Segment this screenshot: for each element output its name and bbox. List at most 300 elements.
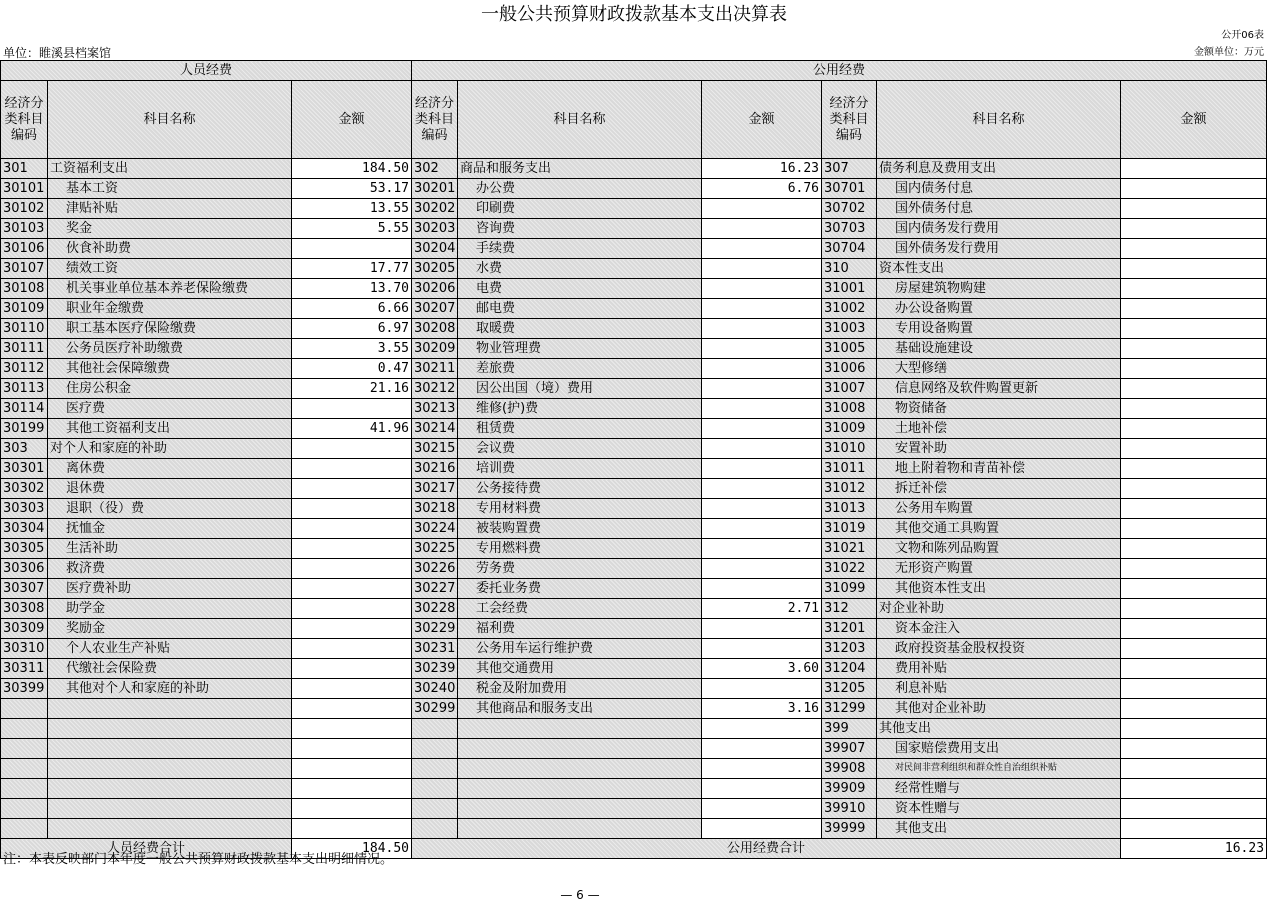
econ-code-cell: 31021: [822, 539, 877, 559]
amount-cell: [292, 799, 412, 819]
amount-cell: [292, 579, 412, 599]
item-name-cell: 医疗费: [48, 399, 292, 419]
amount-cell: [702, 519, 822, 539]
amount-cell: 6.97: [292, 319, 412, 339]
item-name-cell: 利息补贴: [877, 679, 1121, 699]
amount-cell: [292, 639, 412, 659]
footnote: 注：本表反映部门本年度一般公共预算财政拨款基本支出明细情况。: [3, 852, 394, 867]
amount-cell: 13.55: [292, 199, 412, 219]
amount-cell: [702, 539, 822, 559]
econ-code-cell: 31008: [822, 399, 877, 419]
amount-cell: [702, 619, 822, 639]
econ-code-cell: 30701: [822, 179, 877, 199]
econ-code-cell: 31019: [822, 519, 877, 539]
amount-cell: [702, 379, 822, 399]
item-name-cell: 税金及附加费用: [458, 679, 702, 699]
econ-code-cell: 31099: [822, 579, 877, 599]
amount-cell: [292, 559, 412, 579]
econ-code-cell: 30203: [412, 219, 458, 239]
table-row: [1, 579, 1267, 599]
table-row: [1, 759, 1267, 779]
section-header-row: [1, 61, 1267, 81]
item-name-cell: 经常性赠与: [877, 779, 1121, 799]
econ-code-cell: 30302: [1, 479, 48, 499]
amount-cell: 21.16: [292, 379, 412, 399]
item-name-cell: [48, 759, 292, 779]
public-section-header: 公用经费: [412, 61, 1267, 81]
econ-code-cell: 30214: [412, 419, 458, 439]
item-name-cell: 奖金: [48, 219, 292, 239]
item-name-header: 科目名称: [48, 81, 292, 159]
item-name-cell: 维修(护)费: [458, 399, 702, 419]
amount-cell: [1121, 739, 1267, 759]
amount-cell: [1121, 259, 1267, 279]
econ-code-cell: 301: [1, 159, 48, 179]
amount-cell: [1121, 719, 1267, 739]
econ-code-cell: 399: [822, 719, 877, 739]
econ-code-cell: 31003: [822, 319, 877, 339]
item-name-cell: 公务用车购置: [877, 499, 1121, 519]
item-name-cell: 费用补贴: [877, 659, 1121, 679]
item-name-cell: 助学金: [48, 599, 292, 619]
econ-code-cell: [412, 779, 458, 799]
amount-cell: [1121, 519, 1267, 539]
amount-cell: [292, 439, 412, 459]
econ-code-cell: 31011: [822, 459, 877, 479]
amount-cell: [292, 679, 412, 699]
amount-header: 金额: [1121, 81, 1267, 159]
econ-code-cell: 30227: [412, 579, 458, 599]
page-number: — 6 —: [560, 888, 600, 902]
table-row: [1, 439, 1267, 459]
amount-cell: [1121, 179, 1267, 199]
item-name-cell: 印刷费: [458, 199, 702, 219]
econ-code-cell: 30215: [412, 439, 458, 459]
item-name-cell: 拆迁补偿: [877, 479, 1121, 499]
econ-code-cell: 30301: [1, 459, 48, 479]
amount-cell: [1121, 319, 1267, 339]
amount-cell: 16.23: [702, 159, 822, 179]
amount-cell: [702, 679, 822, 699]
econ-code-cell: 39909: [822, 779, 877, 799]
amount-cell: [292, 239, 412, 259]
item-name-cell: 个人农业生产补贴: [48, 639, 292, 659]
item-name-cell: [48, 699, 292, 719]
item-name-cell: 其他交通工具购置: [877, 519, 1121, 539]
econ-code-cell: 30205: [412, 259, 458, 279]
econ-code-cell: [1, 819, 48, 839]
econ-code-cell: 30111: [1, 339, 48, 359]
econ-code-cell: 30204: [412, 239, 458, 259]
amount-cell: 3.55: [292, 339, 412, 359]
item-name-cell: 商品和服务支出: [458, 159, 702, 179]
amount-cell: 184.50: [292, 159, 412, 179]
item-name-cell: [458, 719, 702, 739]
amount-cell: [292, 739, 412, 759]
econ-code-cell: [1, 699, 48, 719]
item-name-cell: 差旅费: [458, 359, 702, 379]
econ-code-cell: [412, 819, 458, 839]
econ-code-cell: 30225: [412, 539, 458, 559]
item-name-cell: 基本工资: [48, 179, 292, 199]
econ-code-cell: 31005: [822, 339, 877, 359]
table-row: [1, 779, 1267, 799]
table-row: [1, 419, 1267, 439]
item-name-cell: 职业年金缴费: [48, 299, 292, 319]
econ-code-cell: 30106: [1, 239, 48, 259]
amount-cell: [702, 779, 822, 799]
amount-cell: [1121, 779, 1267, 799]
table-row: [1, 819, 1267, 839]
econ-code-cell: 31007: [822, 379, 877, 399]
econ-code-cell: 30311: [1, 659, 48, 679]
amount-cell: [1121, 539, 1267, 559]
item-name-cell: 因公出国（境）费用: [458, 379, 702, 399]
amount-cell: [1121, 679, 1267, 699]
amount-cell: [1121, 619, 1267, 639]
item-name-cell: [48, 739, 292, 759]
item-name-cell: 救济费: [48, 559, 292, 579]
econ-code-cell: 30303: [1, 499, 48, 519]
econ-code-header: 经济分类科目编码: [412, 81, 458, 159]
amount-cell: [292, 499, 412, 519]
item-name-cell: 对企业补助: [877, 599, 1121, 619]
amount-cell: [1121, 159, 1267, 179]
econ-code-cell: 30207: [412, 299, 458, 319]
item-name-cell: 文物和陈列品购置: [877, 539, 1121, 559]
item-name-cell: 无形资产购置: [877, 559, 1121, 579]
econ-code-cell: [1, 799, 48, 819]
amount-cell: 6.66: [292, 299, 412, 319]
econ-code-cell: 31205: [822, 679, 877, 699]
amount-cell: [702, 299, 822, 319]
item-name-cell: 培训费: [458, 459, 702, 479]
econ-code-cell: 30209: [412, 339, 458, 359]
econ-code-cell: 30199: [1, 419, 48, 439]
amount-cell: [702, 279, 822, 299]
item-name-cell: 机关事业单位基本养老保险缴费: [48, 279, 292, 299]
table-row: [1, 339, 1267, 359]
item-name-cell: 其他资本性支出: [877, 579, 1121, 599]
table-row: [1, 559, 1267, 579]
amount-cell: [292, 619, 412, 639]
item-name-cell: 伙食补助费: [48, 239, 292, 259]
amount-cell: [292, 599, 412, 619]
amount-cell: 3.60: [702, 659, 822, 679]
amount-cell: [702, 219, 822, 239]
table-row: [1, 799, 1267, 819]
item-name-cell: 绩效工资: [48, 259, 292, 279]
econ-code-cell: 30308: [1, 599, 48, 619]
amount-cell: 5.55: [292, 219, 412, 239]
econ-code-cell: 30216: [412, 459, 458, 479]
econ-code-cell: 31204: [822, 659, 877, 679]
econ-code-cell: 31006: [822, 359, 877, 379]
econ-code-cell: 31203: [822, 639, 877, 659]
amount-cell: [1121, 279, 1267, 299]
econ-code-cell: 30218: [412, 499, 458, 519]
item-name-cell: 国家赔偿费用支出: [877, 739, 1121, 759]
item-name-cell: 其他支出: [877, 719, 1121, 739]
amount-cell: [702, 799, 822, 819]
table-row: [1, 499, 1267, 519]
table-row: [1, 619, 1267, 639]
econ-code-cell: 30399: [1, 679, 48, 699]
item-name-cell: 对个人和家庭的补助: [48, 439, 292, 459]
item-name-cell: 公务接待费: [458, 479, 702, 499]
amount-cell: [702, 359, 822, 379]
item-name-cell: 职工基本医疗保险缴费: [48, 319, 292, 339]
table-row: [1, 199, 1267, 219]
amount-cell: [292, 659, 412, 679]
amount-cell: [1121, 639, 1267, 659]
econ-code-cell: 31009: [822, 419, 877, 439]
table-row: [1, 379, 1267, 399]
unit-label: 单位：睢溪县档案馆: [3, 46, 112, 60]
econ-code-cell: 30309: [1, 619, 48, 639]
item-name-header: 科目名称: [877, 81, 1121, 159]
econ-code-cell: 31012: [822, 479, 877, 499]
amount-cell: [1121, 239, 1267, 259]
amount-cell: [702, 759, 822, 779]
item-name-cell: 退职（役）费: [48, 499, 292, 519]
amount-cell: [1121, 339, 1267, 359]
econ-code-cell: 31001: [822, 279, 877, 299]
econ-code-cell: 30299: [412, 699, 458, 719]
econ-code-cell: 303: [1, 439, 48, 459]
econ-code-cell: 39910: [822, 799, 877, 819]
econ-code-cell: [1, 779, 48, 799]
amount-cell: [292, 459, 412, 479]
item-name-cell: 其他商品和服务支出: [458, 699, 702, 719]
table-row: [1, 479, 1267, 499]
item-name-cell: [48, 719, 292, 739]
item-name-cell: 资本金注入: [877, 619, 1121, 639]
personnel-section-header: 人员经费: [1, 61, 412, 81]
item-name-cell: 政府投资基金股权投资: [877, 639, 1121, 659]
amount-header: 金额: [292, 81, 412, 159]
table-row: [1, 179, 1267, 199]
econ-code-cell: 31201: [822, 619, 877, 639]
item-name-cell: 其他对个人和家庭的补助: [48, 679, 292, 699]
amount-cell: 0.47: [292, 359, 412, 379]
amount-cell: [1121, 199, 1267, 219]
amount-cell: [702, 719, 822, 739]
item-name-cell: 办公费: [458, 179, 702, 199]
item-name-cell: [458, 819, 702, 839]
table-row: [1, 719, 1267, 739]
item-name-cell: 其他工资福利支出: [48, 419, 292, 439]
personnel-total-value: 184.50: [292, 839, 412, 859]
table-row: [1, 659, 1267, 679]
amount-cell: [702, 439, 822, 459]
public-total-value: 16.23: [1121, 839, 1267, 859]
item-name-cell: 专用设备购置: [877, 319, 1121, 339]
econ-code-cell: 30304: [1, 519, 48, 539]
item-name-cell: 退休费: [48, 479, 292, 499]
item-name-cell: 手续费: [458, 239, 702, 259]
personnel-total-label: 人员经费合计: [1, 839, 292, 859]
econ-code-cell: 30101: [1, 179, 48, 199]
item-name-cell: [48, 799, 292, 819]
econ-code-cell: 30202: [412, 199, 458, 219]
item-name-cell: 会议费: [458, 439, 702, 459]
item-name-cell: 其他支出: [877, 819, 1121, 839]
item-name-cell: 劳务费: [458, 559, 702, 579]
amount-cell: [1121, 699, 1267, 719]
amount-cell: [1121, 559, 1267, 579]
item-name-cell: 国内债务发行费用: [877, 219, 1121, 239]
econ-code-cell: 310: [822, 259, 877, 279]
table-row: [1, 539, 1267, 559]
item-name-cell: [458, 739, 702, 759]
amount-cell: [702, 639, 822, 659]
econ-code-cell: 30201: [412, 179, 458, 199]
item-name-cell: 咨询费: [458, 219, 702, 239]
public-total-label: 公用经费合计: [412, 839, 1121, 859]
econ-code-cell: 30212: [412, 379, 458, 399]
econ-code-cell: 302: [412, 159, 458, 179]
item-name-cell: 邮电费: [458, 299, 702, 319]
econ-code-header: 经济分类科目编码: [822, 81, 877, 159]
amount-cell: [1121, 499, 1267, 519]
amount-cell: [702, 479, 822, 499]
amount-cell: 3.16: [702, 699, 822, 719]
econ-code-cell: 30114: [1, 399, 48, 419]
item-name-cell: 抚恤金: [48, 519, 292, 539]
item-name-cell: 物资储备: [877, 399, 1121, 419]
item-name-cell: [48, 819, 292, 839]
econ-code-cell: 31010: [822, 439, 877, 459]
column-header-row: [1, 81, 1267, 159]
table-row: [1, 159, 1267, 179]
item-name-cell: 代缴社会保险费: [48, 659, 292, 679]
item-name-cell: 专用燃料费: [458, 539, 702, 559]
amount-cell: [702, 499, 822, 519]
item-name-cell: 水费: [458, 259, 702, 279]
econ-code-cell: 307: [822, 159, 877, 179]
item-name-cell: 对民间非营利组织和群众性自治组织补贴: [877, 759, 1121, 779]
amount-unit-label: 金额单位：万元: [1194, 47, 1264, 58]
item-name-cell: 其他对企业补助: [877, 699, 1121, 719]
amount-cell: [292, 479, 412, 499]
amount-cell: [702, 339, 822, 359]
amount-cell: [292, 819, 412, 839]
item-name-cell: 住房公积金: [48, 379, 292, 399]
amount-cell: [292, 519, 412, 539]
item-name-cell: 资本性赠与: [877, 799, 1121, 819]
econ-code-cell: 30307: [1, 579, 48, 599]
item-name-cell: 地上附着物和青苗补偿: [877, 459, 1121, 479]
amount-cell: [1121, 299, 1267, 319]
econ-code-cell: 30306: [1, 559, 48, 579]
table-row: [1, 639, 1267, 659]
amount-cell: [1121, 659, 1267, 679]
econ-code-cell: 30108: [1, 279, 48, 299]
econ-code-cell: 30305: [1, 539, 48, 559]
amount-cell: 2.71: [702, 599, 822, 619]
item-name-cell: 生活补助: [48, 539, 292, 559]
econ-code-cell: 30102: [1, 199, 48, 219]
econ-code-cell: 30702: [822, 199, 877, 219]
item-name-cell: 债务利息及费用支出: [877, 159, 1121, 179]
item-name-cell: 工会经费: [458, 599, 702, 619]
amount-cell: [702, 259, 822, 279]
table-row: [1, 219, 1267, 239]
econ-code-cell: 30206: [412, 279, 458, 299]
amount-cell: [292, 719, 412, 739]
item-name-cell: 公务员医疗补助缴费: [48, 339, 292, 359]
econ-code-cell: 30217: [412, 479, 458, 499]
amount-cell: [1121, 579, 1267, 599]
amount-cell: [1121, 419, 1267, 439]
table-row: [1, 359, 1267, 379]
table-row: [1, 699, 1267, 719]
item-name-cell: 办公设备购置: [877, 299, 1121, 319]
item-name-cell: 国外债务发行费用: [877, 239, 1121, 259]
table-row: [1, 599, 1267, 619]
econ-code-cell: 31013: [822, 499, 877, 519]
amount-cell: [1121, 379, 1267, 399]
econ-code-header: 经济分类科目编码: [1, 81, 48, 159]
amount-cell: 53.17: [292, 179, 412, 199]
econ-code-cell: [412, 759, 458, 779]
item-name-cell: [458, 799, 702, 819]
item-name-cell: 其他交通费用: [458, 659, 702, 679]
econ-code-cell: 30240: [412, 679, 458, 699]
amount-cell: [702, 819, 822, 839]
form-number: 公开06表: [1221, 30, 1264, 41]
amount-header: 金额: [702, 81, 822, 159]
amount-cell: [1121, 479, 1267, 499]
amount-cell: [292, 699, 412, 719]
amount-cell: [702, 399, 822, 419]
econ-code-cell: 30103: [1, 219, 48, 239]
econ-code-cell: [412, 799, 458, 819]
amount-cell: [1121, 399, 1267, 419]
econ-code-cell: 30107: [1, 259, 48, 279]
amount-cell: [702, 739, 822, 759]
item-name-cell: 福利费: [458, 619, 702, 639]
amount-cell: [702, 319, 822, 339]
amount-cell: [292, 779, 412, 799]
amount-cell: [292, 399, 412, 419]
amount-cell: [1121, 459, 1267, 479]
item-name-cell: 医疗费补助: [48, 579, 292, 599]
item-name-cell: 电费: [458, 279, 702, 299]
item-name-cell: 信息网络及软件购置更新: [877, 379, 1121, 399]
econ-code-cell: 39999: [822, 819, 877, 839]
econ-code-cell: 39907: [822, 739, 877, 759]
item-name-cell: 离休费: [48, 459, 292, 479]
econ-code-cell: [1, 739, 48, 759]
item-name-cell: [48, 779, 292, 799]
amount-cell: [292, 539, 412, 559]
amount-cell: [702, 559, 822, 579]
econ-code-cell: 30239: [412, 659, 458, 679]
econ-code-cell: 30226: [412, 559, 458, 579]
table-row: [1, 739, 1267, 759]
item-name-cell: 资本性支出: [877, 259, 1121, 279]
econ-code-cell: 30229: [412, 619, 458, 639]
item-name-cell: 津贴补贴: [48, 199, 292, 219]
amount-cell: [702, 579, 822, 599]
expenditure-table: [0, 60, 1267, 859]
amount-cell: [702, 459, 822, 479]
econ-code-cell: 30704: [822, 239, 877, 259]
item-name-cell: 工资福利支出: [48, 159, 292, 179]
econ-code-cell: [1, 719, 48, 739]
